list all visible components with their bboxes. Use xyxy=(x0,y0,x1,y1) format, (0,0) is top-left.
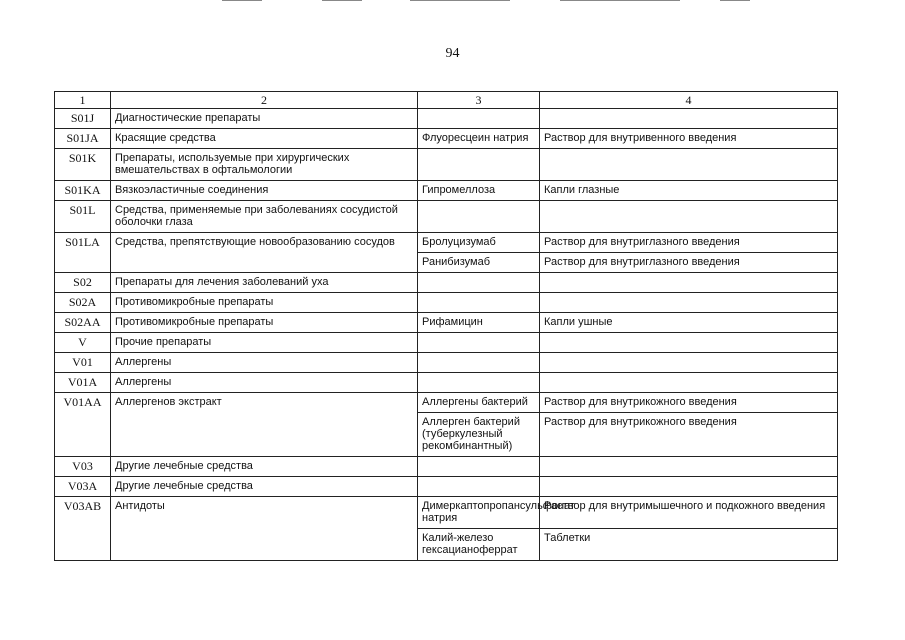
substance-cell xyxy=(418,353,540,373)
atc-code-cell: S01LA xyxy=(55,233,111,273)
scan-edge-line xyxy=(560,0,680,1)
group-name-cell: Противомикробные препараты xyxy=(111,293,418,313)
group-name-cell: Средства, препятствующие новообразованию сосудов xyxy=(111,233,418,273)
group-name-cell: Красящие средства xyxy=(111,129,418,149)
group-name-cell: Средства, применяемые при заболеваниях сосудистой оболочки глаза xyxy=(111,201,418,233)
atc-code-cell: V03 xyxy=(55,457,111,477)
substance-cell xyxy=(418,201,540,233)
table-row xyxy=(55,129,838,149)
table-row xyxy=(55,149,838,181)
dosage-form-cell: Раствор для внутрикожного введения xyxy=(540,413,838,457)
substance-cell xyxy=(418,273,540,293)
substance-cell xyxy=(418,477,540,497)
dosage-form-cell xyxy=(540,477,838,497)
group-name-cell: Вязкоэластичные соединения xyxy=(111,181,418,201)
dosage-form-cell xyxy=(540,457,838,477)
atc-code-cell: V03A xyxy=(55,477,111,497)
group-name-cell: Противомикробные препараты xyxy=(111,313,418,333)
table-row xyxy=(55,353,838,373)
dosage-form-cell xyxy=(540,109,838,129)
column-header: 3 xyxy=(418,92,540,109)
substance-cell xyxy=(418,333,540,353)
group-name-cell: Аллергенов экстракт xyxy=(111,393,418,457)
table-row xyxy=(55,181,838,201)
group-name-cell: Препараты для лечения заболеваний уха xyxy=(111,273,418,293)
group-name-cell: Диагностические препараты xyxy=(111,109,418,129)
scan-edge-line xyxy=(322,0,362,1)
group-name-cell: Аллергены xyxy=(111,373,418,393)
column-header: 4 xyxy=(540,92,838,109)
dosage-form-cell xyxy=(540,353,838,373)
table-row xyxy=(55,477,838,497)
substance-cell: Бролуцизумаб xyxy=(418,233,540,253)
table-row xyxy=(55,313,838,333)
atc-code-cell: V xyxy=(55,333,111,353)
table-row xyxy=(55,273,838,293)
dosage-form-cell: Раствор для внутриглазного введения xyxy=(540,233,838,253)
dosage-form-cell: Раствор для внутриглазного введения xyxy=(540,253,838,273)
column-header: 1 xyxy=(55,92,111,109)
substance-cell xyxy=(418,293,540,313)
substance-cell: Гипромеллоза xyxy=(418,181,540,201)
atc-code-cell: V01 xyxy=(55,353,111,373)
atc-code-cell: S01J xyxy=(55,109,111,129)
group-name-cell: Другие лечебные средства xyxy=(111,457,418,477)
table-header-row xyxy=(55,92,838,109)
table-row xyxy=(55,333,838,353)
substance-cell xyxy=(418,149,540,181)
substance-cell: Димеркаптопропансульфонат натрия xyxy=(418,497,540,529)
substance-cell: Рифамицин xyxy=(418,313,540,333)
atc-code-cell: S02AA xyxy=(55,313,111,333)
substance-cell: Аллерген бактерий (туберкулезный рекомбинантный) xyxy=(418,413,540,457)
page-number: 94 xyxy=(445,46,460,61)
dosage-form-cell xyxy=(540,293,838,313)
table-row xyxy=(55,457,838,477)
substance-cell xyxy=(418,373,540,393)
dosage-form-cell xyxy=(540,201,838,233)
dosage-form-cell xyxy=(540,149,838,181)
substance-cell: Ранибизумаб xyxy=(418,253,540,273)
table-row xyxy=(55,201,838,233)
group-name-cell: Другие лечебные средства xyxy=(111,477,418,497)
table-row xyxy=(55,497,838,529)
substance-cell xyxy=(418,109,540,129)
dosage-form-cell: Таблетки xyxy=(540,529,838,561)
table-row xyxy=(55,109,838,129)
dosage-form-cell xyxy=(540,333,838,353)
atc-code-cell: V01A xyxy=(55,373,111,393)
atc-code-cell: S02A xyxy=(55,293,111,313)
substance-cell: Флуоресцеин натрия xyxy=(418,129,540,149)
substance-cell xyxy=(418,457,540,477)
dosage-form-cell: Капли глазные xyxy=(540,181,838,201)
atc-code-cell: S01KA xyxy=(55,181,111,201)
substance-cell: Калий-железо гексацианоферрат xyxy=(418,529,540,561)
scan-edge-line xyxy=(410,0,510,1)
atc-code-cell: V01AA xyxy=(55,393,111,457)
table-row xyxy=(55,233,838,253)
dosage-form-cell xyxy=(540,273,838,293)
table-row xyxy=(55,293,838,313)
dosage-form-cell: Капли ушные xyxy=(540,313,838,333)
table-row xyxy=(55,373,838,393)
dosage-form-cell: Раствор для внутримышечного и подкожного введения xyxy=(540,497,838,529)
group-name-cell: Прочие препараты xyxy=(111,333,418,353)
group-name-cell: Аллергены xyxy=(111,353,418,373)
scan-edge-line xyxy=(222,0,262,1)
drug-classification-table xyxy=(54,91,838,561)
atc-code-cell: S02 xyxy=(55,273,111,293)
dosage-form-cell xyxy=(540,373,838,393)
scan-edge-line xyxy=(720,0,750,1)
atc-code-cell: S01JA xyxy=(55,129,111,149)
group-name-cell: Антидоты xyxy=(111,497,418,561)
atc-code-cell: S01L xyxy=(55,201,111,233)
substance-cell: Аллергены бактерий xyxy=(418,393,540,413)
atc-code-cell: S01K xyxy=(55,149,111,181)
dosage-form-cell: Раствор для внутрикожного введения xyxy=(540,393,838,413)
atc-code-cell: V03AB xyxy=(55,497,111,561)
table-row xyxy=(55,393,838,413)
dosage-form-cell: Раствор для внутривенного введения xyxy=(540,129,838,149)
group-name-cell: Препараты, используемые при хирургических вмешательствах в офтальмологии xyxy=(111,149,418,181)
column-header: 2 xyxy=(111,92,418,109)
